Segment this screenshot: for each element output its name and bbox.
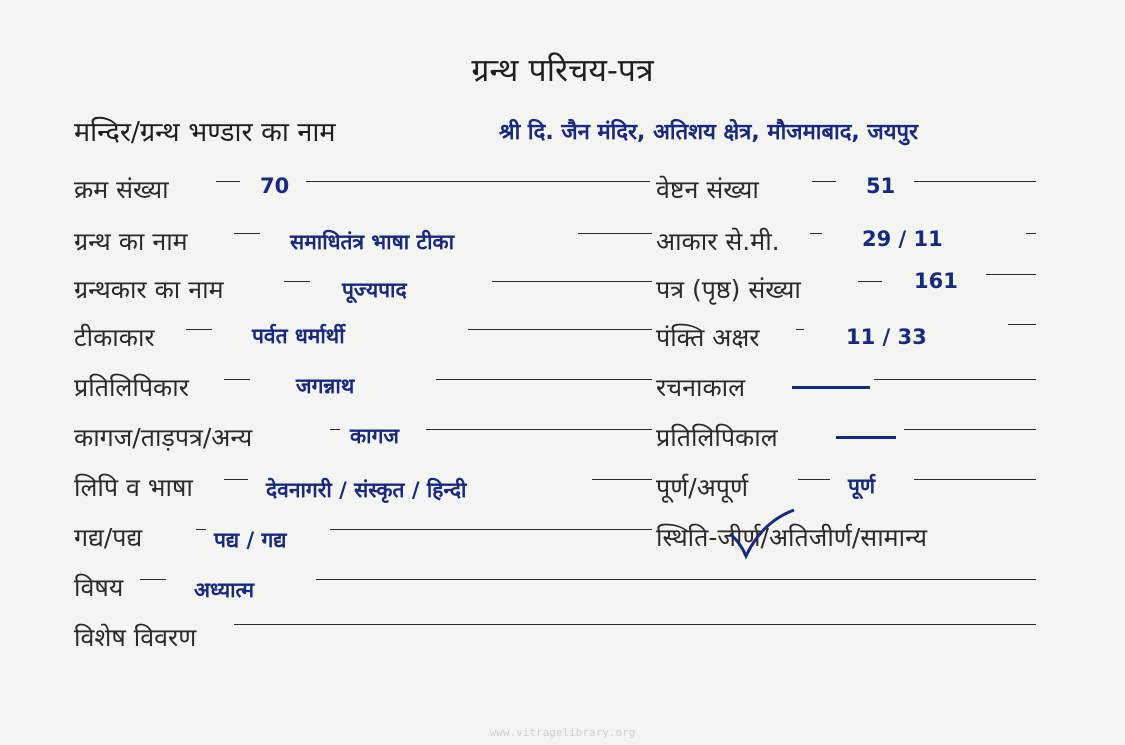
author-line-b [492,281,652,282]
condition-check-mark [726,508,798,560]
material-label: कागज/ताड़पत्र/अन्य [74,423,253,452]
lines-letters-value: 11 / 33 [846,325,927,349]
copyist-line-b [436,379,652,380]
commentator-line-a [186,329,212,330]
folio-count-line-b [986,274,1036,275]
copying-period-line [904,429,1036,430]
row-material [74,420,1034,460]
prose-verse-label: गद्य/पद्य [74,523,143,552]
condition-other-options: /अतिजीर्ण/सामान्य [760,523,927,552]
completeness-line-a [798,479,830,480]
copyist-value: जगन्नाथ [296,374,355,398]
copyist-label: प्रतिलिपिकार [74,373,189,402]
author-line-a [284,281,310,282]
book-name-value: समाधितंत्र भाषा टीका [290,230,455,254]
condition-option-worn: जीर्ण [717,523,761,552]
size-value: 29 / 11 [862,227,943,251]
prose-verse-line-b [330,529,652,530]
script-language-label: लिपि व भाषा [74,473,193,502]
subject-line-a [140,579,166,580]
bundle-number-line-b [914,181,1036,182]
folio-count-line-a [858,281,882,282]
size-line-a [810,233,822,234]
row-title [74,224,1034,264]
bundle-number-label: वेष्टन संख्या [656,175,759,204]
copyist-line-a [224,379,250,380]
prose-verse-line-a [196,529,206,530]
book-name-line-a [234,233,260,234]
serial-number-label: क्रम संख्या [74,175,169,204]
material-line-a [330,429,340,430]
condition-label: स्थिति- [656,523,718,552]
material-line-b [426,429,652,430]
serial-number-line-a [216,181,240,182]
book-name-label: ग्रन्थ का नाम [74,227,188,256]
completeness-line-b [914,479,1036,480]
size-label: आकार से.मी. [656,227,780,256]
folio-count-value: 161 [914,269,958,293]
lines-letters-line-a [796,329,804,330]
material-value: कागज [350,424,399,448]
lines-letters-line-b [1008,324,1036,325]
bundle-number-line-a [812,181,836,182]
library-name-label: मन्दिर/ग्रन्थ भण्डार का नाम [74,117,336,148]
script-language-value: देवनागरी / संस्कृत / हिन्दी [266,478,467,502]
serial-number-line-b [306,181,650,182]
size-line-b [1026,233,1036,234]
completeness-value: पूर्ण [848,474,876,498]
commentator-line-b [468,329,652,330]
lines-letters-label: पंक्ति अक्षर [656,323,760,352]
row-commentator [74,320,1034,360]
row-serial [74,172,1034,212]
remarks-line [234,624,1036,625]
composition-period-line [874,379,1036,380]
script-language-line-a [224,479,248,480]
subject-value: अध्यात्म [194,578,255,602]
composition-period-value-dash [792,386,870,389]
author-label: ग्रन्थकार का नाम [74,275,224,304]
copying-period-value-dash [836,436,896,439]
completeness-label: पूर्ण/अपूर्ण [656,473,749,502]
row-subject [74,570,1034,610]
library-name-value: श्री दि. जैन मंदिर, अतिशय क्षेत्र, मौजमाबाद, जयपुर [499,120,919,145]
bundle-number-value: 51 [866,174,896,198]
card-title: ग्रन्थ परिचय-पत्र [471,51,654,89]
row-script [74,470,1034,510]
composition-period-label: रचनाकाल [656,373,746,402]
watermark: www.vitragelibrary.org [489,726,636,739]
author-value: पूज्यपाद [342,278,407,302]
book-name-line-b [578,233,652,234]
subject-line-b [316,579,1036,580]
commentator-value: पर्वत धर्मार्थी [252,324,345,348]
serial-number-value: 70 [260,174,290,198]
row-author [74,269,1034,312]
row-prose-verse [74,520,1034,560]
script-language-line-b [592,479,652,480]
commentator-label: टीकाकार [74,323,155,352]
prose-verse-value: पद्य / गद्य [214,528,287,552]
subject-label: विषय [74,573,124,602]
row-remarks [74,620,1034,660]
folio-count-label: पत्र (पृष्ठ) संख्या [656,275,801,304]
remarks-label: विशेष विवरण [74,623,197,652]
copying-period-label: प्रतिलिपिकाल [656,423,778,452]
row-copyist [74,370,1034,410]
